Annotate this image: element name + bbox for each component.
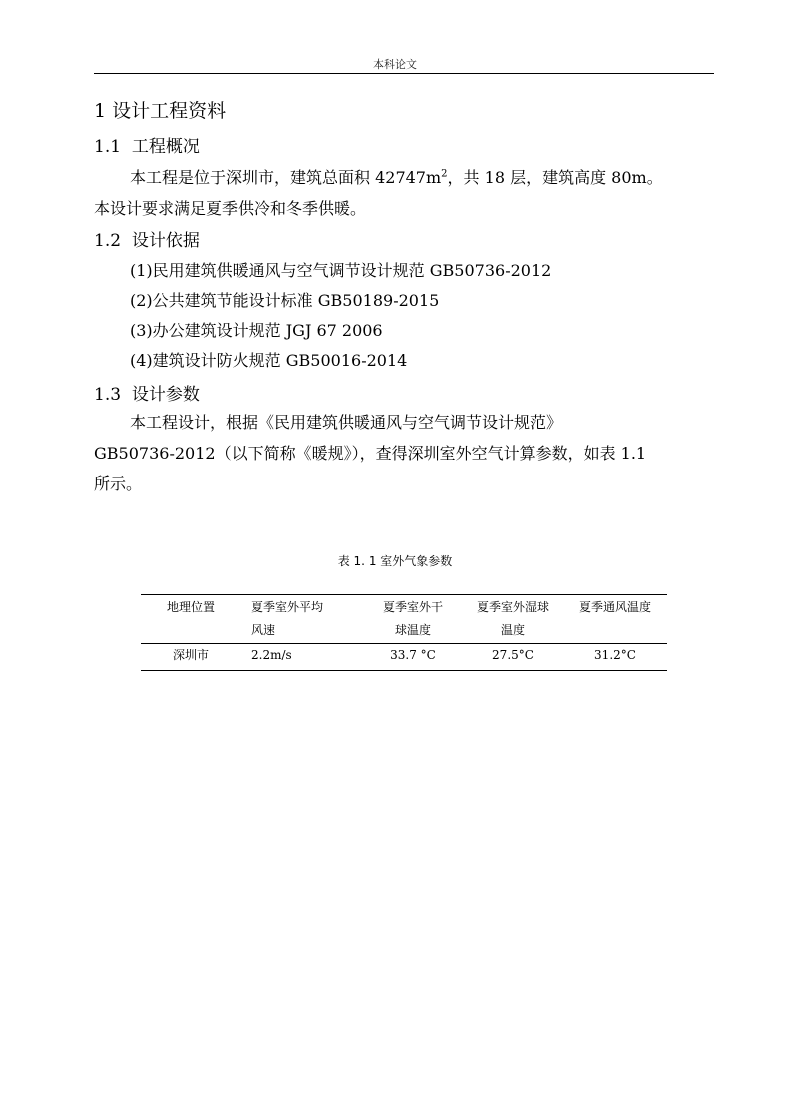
- overview-paragraph-line-2: 本设计要求满足夏季供冷和冬季供暖。: [94, 199, 367, 218]
- table-header-row: [141, 595, 667, 644]
- page-header-title: 本科论文: [373, 58, 417, 71]
- table-row: [141, 644, 667, 671]
- section-1-3-heading: [94, 380, 200, 405]
- basis-list-item: (2)公共建筑节能设计标准 GB50189-2015: [130, 291, 440, 310]
- section-1-3-title: 设计参数: [131, 385, 200, 405]
- section-1-2-number: 1.2: [94, 231, 122, 251]
- column-header: 夏季室外湿球 温度: [476, 600, 549, 637]
- column-header: 夏季室外干 球温度: [382, 600, 443, 637]
- section-1-2-heading: [94, 226, 200, 251]
- table-cell-dry-bulb: 33.7 °C: [390, 648, 436, 662]
- outdoor-weather-table: [141, 594, 667, 671]
- section-1-3-number: 1.3: [94, 385, 122, 405]
- column-header: 夏季通风温度: [578, 600, 651, 614]
- basis-list-item: (1)民用建筑供暖通风与空气调节设计规范 GB50736-2012: [130, 261, 552, 280]
- basis-list-item: (3)办公建筑设计规范 JGJ 67 2006: [130, 321, 383, 340]
- overview-text-post: ，共 18 层，建筑高度 80m。: [447, 168, 663, 187]
- table-cell-ventilation-temp: 31.2°C: [594, 648, 636, 662]
- section-1-1-number: 1.1: [94, 137, 122, 157]
- table-caption: 表 1. 1 室外气象参数: [337, 554, 453, 568]
- table-cell-location: 深圳市: [172, 648, 209, 662]
- overview-paragraph-line-1: [130, 165, 663, 188]
- column-header: 夏季室外平均 风速: [251, 600, 324, 637]
- column-header: 地理位置: [166, 600, 215, 614]
- section-1-1-title: 工程概况: [131, 137, 200, 157]
- basis-list-item: (4)建筑设计防火规范 GB50016-2014: [130, 351, 408, 370]
- header-divider: [94, 73, 714, 74]
- parameters-paragraph-line-3: 所示。: [94, 474, 143, 493]
- section-1-2-title: 设计依据: [131, 231, 200, 251]
- parameters-paragraph-line-1: 本工程设计，根据《民用建筑供暖通风与空气调节设计规范》: [130, 413, 563, 432]
- overview-text-pre: 本工程是位于深圳市，建筑总面积 42747m: [130, 168, 442, 187]
- table-cell-wind-speed: 2.2m/s: [251, 648, 292, 662]
- table-cell-wet-bulb: 27.5°C: [492, 648, 534, 662]
- section-1-1-heading: [94, 132, 200, 157]
- section-1-heading: 1 设计工程资料: [94, 100, 227, 122]
- area-unit-superscript: 2: [441, 168, 448, 180]
- parameters-paragraph-line-2: GB50736-2012（以下简称《暖规》），查得深圳室外空气计算参数，如表 1.1: [94, 444, 647, 463]
